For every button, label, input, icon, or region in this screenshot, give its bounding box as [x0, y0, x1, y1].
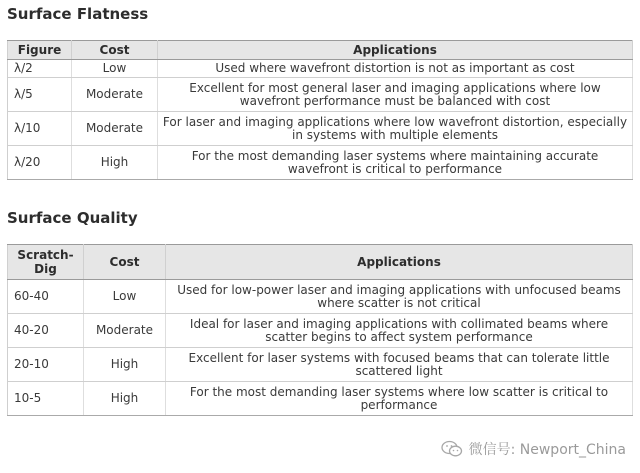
cost-cell: Moderate	[72, 112, 158, 146]
cost-cell: Low	[72, 60, 158, 78]
figure-cell: λ/20	[8, 146, 72, 180]
table-row	[8, 280, 633, 314]
watermark-text: 微信号: Newport_China	[468, 442, 626, 458]
header-figure: Figure	[8, 41, 72, 60]
cost-cell: High	[84, 382, 166, 416]
figure-cell: λ/5	[8, 78, 72, 112]
applications-cell: Ideal for laser and imaging applications with collimated beams where scatter begins to affect system performance	[166, 314, 633, 348]
applications-cell: Excellent for laser systems with focused beams that can tolerate little scattered light	[166, 348, 633, 382]
table-row	[8, 112, 633, 146]
table-header-row	[8, 41, 633, 60]
cost-cell: Moderate	[72, 78, 158, 112]
surface-quality-title: Surface Quality	[7, 209, 138, 227]
table-row	[8, 78, 633, 112]
scratch-dig-cell: 10-5	[8, 382, 84, 416]
scratch-dig-cell: 40-20	[8, 314, 84, 348]
header-applications: Applications	[166, 245, 633, 280]
applications-cell: For the most demanding laser systems where low scatter is critical to performance	[166, 382, 633, 416]
applications-cell: Used where wavefront distortion is not as important as cost	[158, 60, 633, 78]
applications-cell: Excellent for most general laser and imaging applications where low wavefront performance must be balanced with cost	[158, 78, 633, 112]
figure-cell: λ/10	[8, 112, 72, 146]
wechat-icon	[441, 440, 463, 458]
cost-cell: Moderate	[84, 314, 166, 348]
header-cost: Cost	[84, 245, 166, 280]
cost-cell: Low	[84, 280, 166, 314]
header-cost: Cost	[72, 41, 158, 60]
table-row	[8, 314, 633, 348]
surface-quality-table	[7, 244, 633, 416]
table-header-row	[8, 245, 633, 280]
table-row	[8, 382, 633, 416]
header-applications: Applications	[158, 41, 633, 60]
applications-cell: For laser and imaging applications where low wavefront distortion, especially in systems with multiple elements	[158, 112, 633, 146]
table-row	[8, 348, 633, 382]
scratch-dig-cell: 60-40	[8, 280, 84, 314]
scratch-dig-cell: 20-10	[8, 348, 84, 382]
figure-cell: λ/2	[8, 60, 72, 78]
header-scratch-dig: Scratch-Dig	[8, 245, 84, 280]
cost-cell: High	[84, 348, 166, 382]
surface-flatness-title: Surface Flatness	[7, 5, 149, 23]
applications-cell: For the most demanding laser systems where maintaining accurate wavefront is critical to performance	[158, 146, 633, 180]
applications-cell: Used for low-power laser and imaging applications with unfocused beams where scatter is not critical	[166, 280, 633, 314]
wechat-watermark	[441, 439, 626, 459]
surface-flatness-table	[7, 40, 633, 180]
table-row	[8, 146, 633, 180]
table-row	[8, 60, 633, 78]
cost-cell: High	[72, 146, 158, 180]
